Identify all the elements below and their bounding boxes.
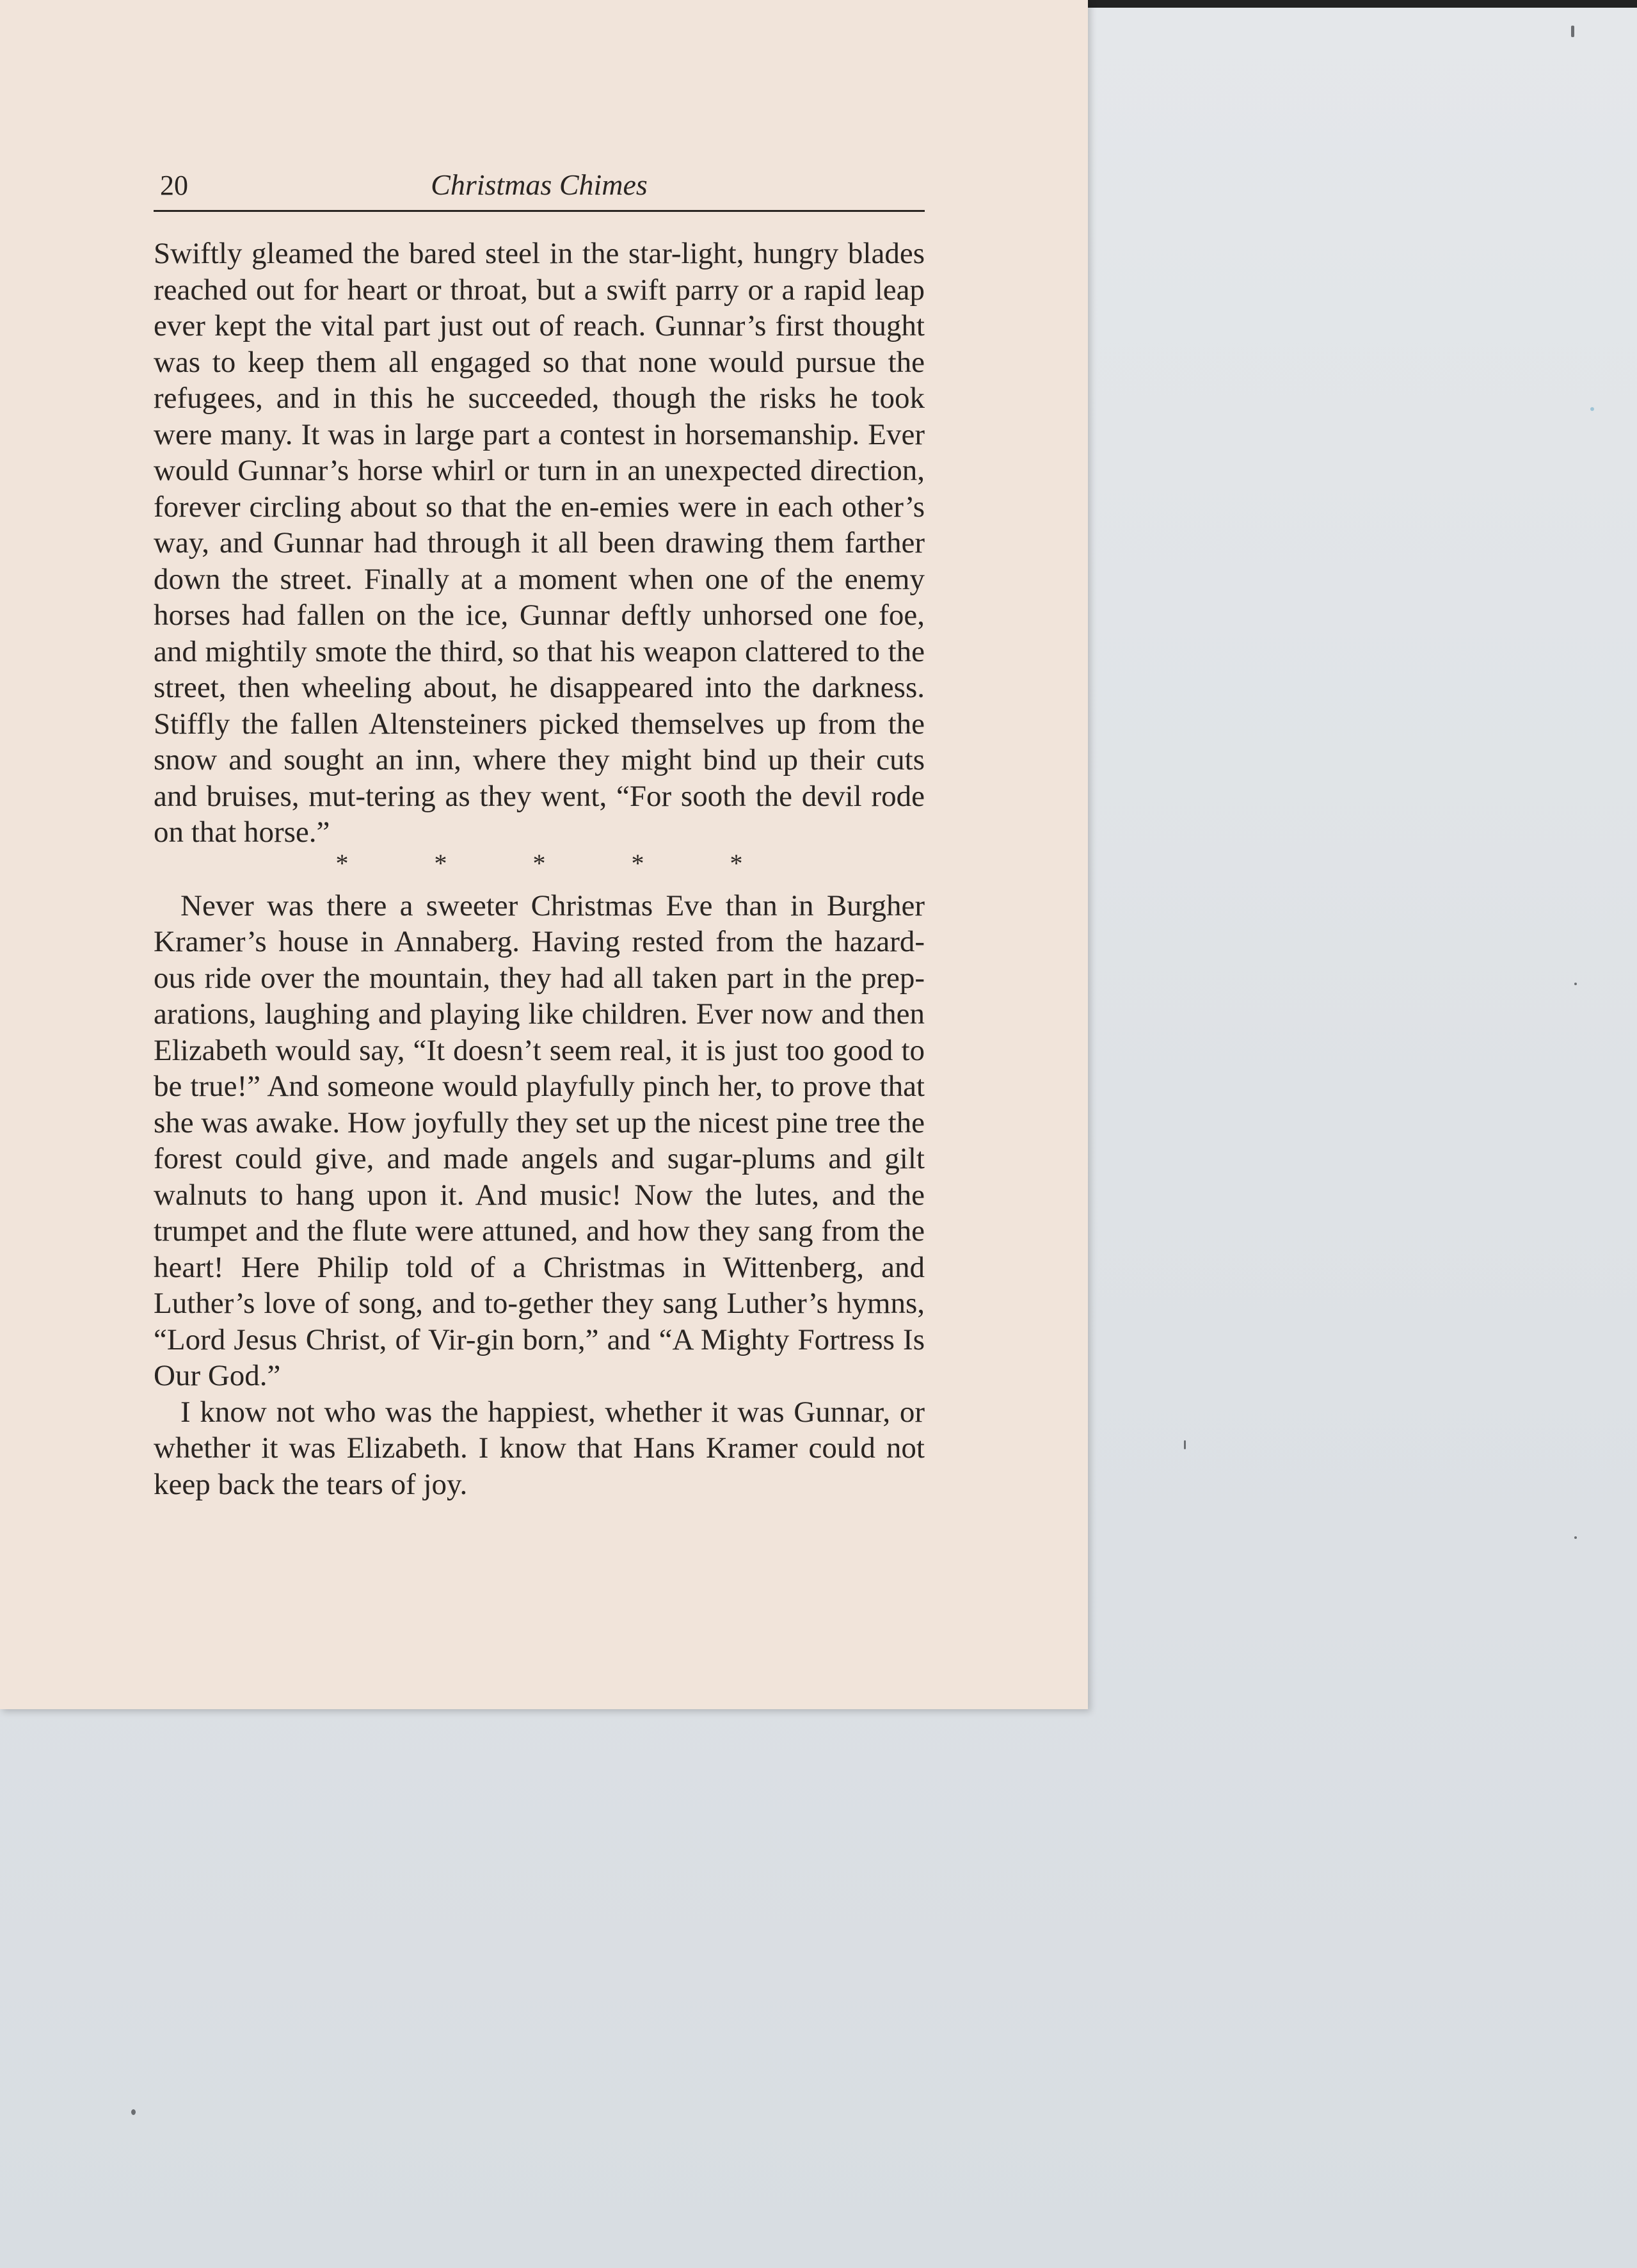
dust-speck <box>1184 1440 1186 1449</box>
dust-speck <box>1590 407 1594 411</box>
dust-speck <box>1574 1536 1577 1539</box>
dust-speck <box>1574 983 1577 985</box>
body-text <box>154 236 925 1502</box>
dust-speck <box>131 2109 136 2115</box>
paragraph-christmas-eve: Never was there a sweeter Christmas Eve than in Burgher Kramer’s house in Annaberg. Having rested from the hazard-ous ride over the mountain, they had all taken part in the prep-arations, laughing and playing like children. Ever now and then Elizabeth would say, “It doesn’t seem real, it is just too good to be true!” And someone would playfully pinch her, to prove that she was awake. How joyfully they set up the nicest pine tree the forest could give, and made angels and sugar-plums and gilt walnuts to hang upon it. And music! Now the lutes, and the trumpet and the flute were attuned, and how they sang from the heart! Here Philip told of a Christmas in Wittenberg, and Luther’s love of song, and to-gether they sang Luther’s hymns, “Lord Jesus Christ, of Vir-gin born,” and “A Mighty Fortress Is Our God.” <box>154 889 925 1392</box>
paragraph-battle: Swiftly gleamed the bared steel in the star-light, hungry blades reached out for heart or throat, but a swift parry or a rapid leap ever kept the vital part just out of reach. Gunnar’s first thought was to keep them all engaged so that none would pursue the refugees, and in this he succeeded, though the risks he took were many. It was in large part a contest in horsemanship. Ever would Gunnar’s horse whirl or turn in an unexpected direction, forever circling about so that the en-emies were in each other’s way, and Gunnar had through it all been drawing them farther down the street. Finally at a moment when one of the enemy horses had fallen on the ice, Gunnar deftly unhorsed one foe, and mightily smote the third, so that his weapon clattered to the street, then wheeling about, he disappeared into the darkness. Stiffly the fallen Altensteiners picked themselves up from the snow and sought an inn, where they might bind up their cuts and bruises, mut-tering as they went, “For sooth the devil rode on that horse.” <box>154 237 925 849</box>
book-title: Christmas Chimes <box>431 168 648 201</box>
section-break-ornament: * * * * * <box>335 848 783 878</box>
running-head <box>154 165 925 212</box>
scanner-edge-strip <box>1088 0 1637 8</box>
page-number: 20 <box>160 170 188 201</box>
paragraph-closing: I know not who was the happiest, whether it was Gunnar, or whether it was Elizabeth. I know that Hans Kramer could not keep back the tears of joy. <box>154 1395 925 1501</box>
dust-speck <box>1571 26 1574 37</box>
